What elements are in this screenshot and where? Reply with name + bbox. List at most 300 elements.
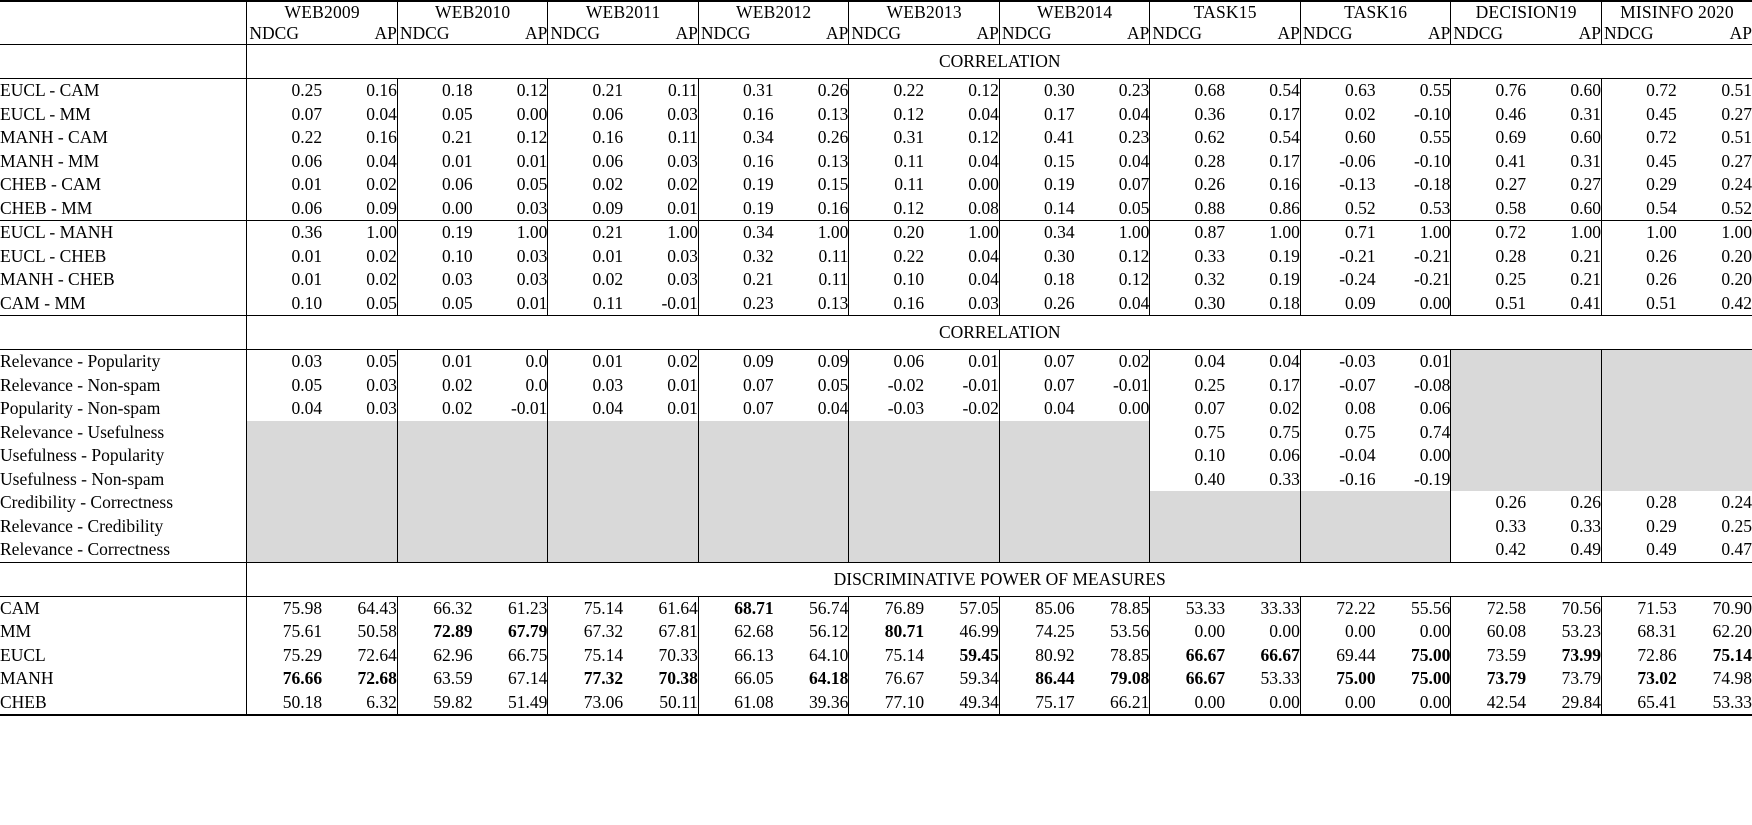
row-label: CAM — [0, 596, 247, 620]
table-row — [0, 103, 1752, 127]
cell-value: 0.20 — [849, 221, 924, 245]
cell-value: 75.00 — [1411, 644, 1451, 665]
table-row — [0, 644, 1752, 668]
cell-value — [774, 538, 849, 562]
cell-value: 0.21 — [397, 126, 472, 150]
cell-value: 0.04 — [999, 397, 1074, 421]
row-label: MANH - MM — [0, 150, 100, 171]
section-label-pad — [0, 45, 247, 79]
cell-value: 0.11 — [818, 269, 849, 289]
cell-value: 0.01 — [397, 350, 472, 374]
cell-value: 0.72 — [1601, 79, 1676, 103]
cell-value: 71.53 — [1601, 596, 1676, 620]
cell-value: 0.03 — [968, 292, 999, 313]
cell-value: 0.52 — [1721, 197, 1752, 218]
cell-value: -0.03 — [1300, 350, 1375, 374]
cell-value: 0.19 — [698, 197, 773, 221]
section-correlation-1-title: CORRELATION — [247, 45, 1752, 79]
cell-value: 0.05 — [247, 374, 322, 398]
cell-value: 70.33 — [658, 644, 698, 665]
cell-value: 0.29 — [1601, 173, 1676, 197]
cell-value: -0.10 — [1413, 150, 1451, 171]
column-group-header-web2011: WEB2011 — [548, 1, 699, 23]
cell-value: 63.59 — [397, 667, 472, 691]
cell-value: 0.07 — [1150, 397, 1225, 421]
cell-value: 0.32 — [1150, 268, 1225, 292]
cell-value: 0.02 — [1269, 398, 1300, 418]
cell-value — [1526, 374, 1601, 398]
cell-value: 49.34 — [924, 691, 999, 716]
cell-value: 0.16 — [366, 127, 397, 147]
cell-value: 0.02 — [397, 397, 472, 421]
cell-value: 0.00 — [1150, 620, 1225, 644]
cell-value: 0.25 — [247, 79, 322, 103]
cell-value — [247, 515, 322, 539]
cell-value — [1601, 468, 1676, 492]
column-header-web2013-ndcg: NDCG — [849, 23, 924, 45]
row-label: MM — [0, 621, 32, 641]
cell-value: 0.09 — [548, 197, 623, 221]
cell-value — [322, 538, 397, 562]
cell-value: 0.10 — [397, 245, 472, 269]
cell-value: 1.00 — [1225, 221, 1300, 245]
cell-value: 73.02 — [1601, 667, 1676, 691]
cell-value: 0.18 — [999, 268, 1074, 292]
cell-value: 53.23 — [1561, 621, 1601, 641]
cell-value: 65.41 — [1601, 691, 1676, 716]
cell-value: 0.06 — [247, 197, 322, 221]
cell-value: 0.36 — [1150, 103, 1225, 127]
cell-value: 0.22 — [849, 245, 924, 269]
cell-value: 0.20 — [1721, 245, 1752, 266]
cell-value — [1075, 538, 1150, 562]
cell-value: 75.14 — [548, 644, 623, 668]
cell-value — [924, 468, 999, 492]
cell-value: 0.02 — [397, 374, 472, 398]
cell-value: 0.07 — [247, 103, 322, 127]
cell-value: 53.56 — [1110, 621, 1150, 641]
cell-value: 66.13 — [698, 644, 773, 668]
cell-value: 64.10 — [809, 644, 849, 665]
column-header-misinfo-2020-ap: AP — [1729, 23, 1752, 43]
cell-value: 57.05 — [924, 596, 999, 620]
cell-value: 0.54 — [1601, 197, 1676, 221]
cell-value: 0.88 — [1150, 197, 1225, 221]
cell-value: 0.09 — [366, 197, 397, 218]
table-row — [0, 292, 1752, 316]
cell-value: 59.82 — [397, 691, 472, 716]
cell-value: 70.56 — [1526, 596, 1601, 620]
cell-value — [623, 491, 698, 515]
column-group-header-decision19: DECISION19 — [1451, 1, 1602, 23]
cell-value — [849, 491, 924, 515]
cell-value — [247, 538, 322, 562]
cell-value: 0.07 — [999, 374, 1074, 398]
cell-value: 0.04 — [1118, 150, 1150, 171]
cell-value: 0.17 — [1269, 150, 1300, 171]
cell-value: 0.51 — [1601, 292, 1676, 316]
cell-value: 50.11 — [623, 691, 698, 716]
cell-value: 0.04 — [968, 269, 999, 289]
cell-value — [1150, 491, 1225, 515]
cell-value — [1376, 515, 1451, 539]
table-row — [0, 596, 1752, 620]
cell-value: 0.01 — [516, 150, 548, 171]
cell-value: 62.20 — [1712, 621, 1752, 641]
cell-value: 0.11 — [623, 79, 698, 103]
cell-value: 0.0 — [525, 374, 548, 395]
cell-value: 0.33 — [1269, 468, 1300, 489]
cell-value: 0.24 — [1721, 174, 1752, 194]
cell-value: 72.89 — [397, 620, 472, 644]
cell-value: 0.00 — [1376, 691, 1451, 716]
cell-value: 0.04 — [247, 397, 322, 421]
cell-value: 75.14 — [1712, 644, 1752, 665]
cell-value: 0.04 — [968, 103, 999, 124]
cell-value: 73.79 — [1561, 668, 1601, 688]
cell-value — [1075, 491, 1150, 515]
cell-value — [698, 421, 773, 445]
column-header-decision19-ap: AP — [1578, 23, 1601, 43]
table-row — [0, 397, 1752, 421]
table-row — [0, 197, 1752, 221]
cell-value: 72.64 — [357, 644, 397, 665]
cell-value: 66.32 — [397, 596, 472, 620]
cell-value — [999, 515, 1074, 539]
cell-value — [1376, 491, 1451, 515]
column-group-header-web2014: WEB2014 — [999, 1, 1150, 23]
cell-value — [397, 444, 472, 468]
cell-value — [1451, 350, 1526, 374]
cell-value: 0.23 — [698, 292, 773, 316]
cell-value — [1376, 538, 1451, 562]
cell-value — [999, 538, 1074, 562]
cell-value: 0.00 — [1269, 621, 1300, 641]
cell-value: 0.09 — [1300, 292, 1375, 316]
cell-value: 0.34 — [698, 126, 773, 150]
cell-value — [247, 491, 322, 515]
column-header-web2010-ndcg: NDCG — [397, 23, 472, 45]
cell-value: 0.28 — [1150, 150, 1225, 174]
cell-value: 0.03 — [667, 150, 698, 171]
cell-value: 0.75 — [1269, 421, 1300, 442]
cell-value: 60.08 — [1451, 620, 1526, 644]
cell-value: 0.01 — [548, 245, 623, 269]
cell-value — [247, 444, 322, 468]
cell-value: -0.01 — [1112, 374, 1150, 395]
cell-value — [849, 515, 924, 539]
column-group-header-misinfo-2020: MISINFO 2020 — [1601, 1, 1752, 23]
cell-value: 0.21 — [548, 79, 623, 103]
cell-value: 0.05 — [817, 374, 849, 395]
cell-value: 0.06 — [548, 150, 623, 174]
cell-value — [1601, 444, 1676, 468]
cell-value — [322, 421, 397, 445]
cell-value: 0.05 — [516, 174, 548, 194]
cell-value: 0.31 — [1570, 150, 1601, 171]
cell-value: 68.31 — [1601, 620, 1676, 644]
cell-value — [473, 538, 548, 562]
cell-value: 0.71 — [1300, 221, 1375, 245]
cell-value: 42.54 — [1451, 691, 1526, 716]
cell-value — [623, 444, 698, 468]
cell-value: 0.00 — [1419, 621, 1451, 641]
cell-value: 1.00 — [774, 221, 849, 245]
cell-value: 0.52 — [1300, 197, 1375, 221]
column-header-task16-ndcg: NDCG — [1300, 23, 1375, 45]
cell-value: 78.85 — [1110, 644, 1150, 665]
section-correlation-1 — [0, 45, 1752, 79]
column-group-header-task15: TASK15 — [1150, 1, 1301, 23]
cell-value: 0.12 — [516, 127, 548, 147]
cell-value: 0.03 — [516, 245, 548, 266]
column-group-header-web2013: WEB2013 — [849, 1, 1000, 23]
cell-value: 0.09 — [698, 350, 773, 374]
cell-value — [1300, 515, 1375, 539]
cell-value: 66.67 — [1150, 644, 1225, 668]
cell-value — [623, 538, 698, 562]
cell-value — [849, 468, 924, 492]
header-sub-row — [0, 23, 1752, 45]
table-row — [0, 468, 1752, 492]
cell-value: 0.06 — [1419, 398, 1451, 418]
cell-value — [397, 515, 472, 539]
cell-value: 0.06 — [849, 350, 924, 374]
cell-value — [1075, 468, 1150, 492]
cell-value: 0.12 — [473, 79, 548, 103]
cell-value: 50.58 — [357, 621, 397, 641]
column-header-web2009-ndcg: NDCG — [247, 23, 322, 45]
row-label: Relevance - Non-spam — [0, 374, 161, 395]
cell-value: 0.17 — [1269, 374, 1300, 395]
cell-value: 0.26 — [999, 292, 1074, 316]
cell-value: 0.09 — [774, 350, 849, 374]
row-label: EUCL - CAM — [0, 79, 247, 103]
cell-value: 0.75 — [1300, 421, 1375, 445]
section-correlation-2-title: CORRELATION — [247, 316, 1752, 350]
cell-value: 72.86 — [1601, 644, 1676, 668]
cell-value — [247, 421, 322, 445]
cell-value: 0.55 — [1419, 127, 1451, 147]
cell-value — [322, 515, 397, 539]
cell-value — [548, 468, 623, 492]
cell-value: 0.21 — [1570, 245, 1601, 266]
cell-value: -0.10 — [1413, 103, 1451, 124]
cell-value: 1.00 — [623, 221, 698, 245]
cell-value: 0.40 — [1150, 468, 1225, 492]
cell-value: 75.29 — [247, 644, 322, 668]
cell-value: 0.69 — [1451, 126, 1526, 150]
cell-value: 0.01 — [667, 197, 698, 218]
cell-value: 0.13 — [817, 103, 849, 124]
cell-value: 75.00 — [1300, 667, 1375, 691]
cell-value — [1225, 491, 1300, 515]
cell-value: 0.02 — [623, 350, 698, 374]
column-header-task15-ndcg: NDCG — [1150, 23, 1225, 45]
cell-value: 0.12 — [849, 103, 924, 127]
cell-value — [322, 444, 397, 468]
cell-value — [999, 491, 1074, 515]
cell-value: 0.72 — [1601, 126, 1676, 150]
cell-value: 0.03 — [516, 269, 548, 289]
cell-value: 0.27 — [1721, 103, 1752, 124]
cell-value: 0.04 — [1118, 103, 1150, 124]
cell-value: 0.60 — [1570, 127, 1601, 147]
cell-value: -0.08 — [1413, 374, 1451, 395]
cell-value: 0.51 — [1721, 127, 1752, 147]
cell-value: 55.56 — [1376, 596, 1451, 620]
cell-value: 0.10 — [247, 292, 322, 316]
cell-value: -0.21 — [1413, 269, 1451, 289]
cell-value: 0.49 — [1601, 538, 1676, 562]
cell-value: 0.22 — [849, 79, 924, 103]
cell-value — [473, 515, 548, 539]
cell-value: -0.04 — [1300, 444, 1375, 468]
cell-value: 0.41 — [999, 126, 1074, 150]
table-row — [0, 667, 1752, 691]
cell-value — [1300, 491, 1375, 515]
cell-value: 0.08 — [968, 197, 999, 218]
table-row — [0, 691, 1752, 716]
section-discriminative-power-title: DISCRIMINATIVE POWER OF MEASURES — [247, 562, 1752, 596]
cell-value — [1677, 468, 1752, 492]
cell-value — [548, 491, 623, 515]
cell-value: 75.00 — [1411, 668, 1451, 688]
cell-value: 0.20 — [1721, 269, 1752, 289]
table-row — [0, 268, 1752, 292]
cell-value — [1451, 397, 1526, 421]
cell-value: 0.17 — [999, 103, 1074, 127]
cell-value: 0.00 — [1150, 691, 1225, 716]
cell-value: -0.06 — [1300, 150, 1375, 174]
cell-value: 0.00 — [1419, 292, 1451, 313]
cell-value: 0.28 — [1451, 245, 1526, 269]
cell-value: 1.00 — [1075, 221, 1150, 245]
cell-value: 0.31 — [849, 126, 924, 150]
cell-value — [1075, 444, 1150, 468]
row-label: MANH - CAM — [0, 127, 108, 147]
cell-value: 68.71 — [698, 596, 773, 620]
cell-value: 0.03 — [667, 245, 698, 266]
cell-value — [1677, 374, 1752, 398]
table-row — [0, 515, 1752, 539]
cell-value: 75.98 — [247, 596, 322, 620]
cell-value: 0.14 — [999, 197, 1074, 221]
cell-value: 56.12 — [809, 621, 849, 641]
column-header-web2011-ndcg: NDCG — [548, 23, 623, 45]
cell-value: 0.12 — [1118, 245, 1150, 266]
cell-value: 64.43 — [322, 596, 397, 620]
cell-value: 59.45 — [959, 644, 999, 665]
table-row — [0, 350, 1752, 374]
column-header-web2012-ap: AP — [826, 23, 849, 43]
cell-value: 61.23 — [473, 596, 548, 620]
cell-value — [849, 538, 924, 562]
cell-value: 0.01 — [247, 268, 322, 292]
cell-value — [698, 444, 773, 468]
cell-value: 0.16 — [322, 79, 397, 103]
cell-value — [1150, 515, 1225, 539]
cell-value: 62.68 — [698, 620, 773, 644]
cell-value: -0.01 — [661, 292, 698, 313]
cell-value: 0.33 — [1570, 515, 1601, 536]
cell-value — [774, 444, 849, 468]
cell-value: 0.10 — [1150, 444, 1225, 468]
cell-value: 56.74 — [774, 596, 849, 620]
cell-value: 0.01 — [247, 245, 322, 269]
cell-value: 0.19 — [1269, 269, 1300, 289]
cell-value: 0.12 — [924, 79, 999, 103]
row-label: CHEB - CAM — [0, 174, 102, 194]
cell-value: 0.07 — [999, 350, 1074, 374]
table-row — [0, 79, 1752, 103]
cell-value: 70.38 — [658, 668, 698, 688]
cell-value: 0.08 — [1300, 397, 1375, 421]
cell-value: 0.34 — [999, 221, 1074, 245]
cell-value: 80.71 — [849, 620, 924, 644]
column-group-header-task16: TASK16 — [1300, 1, 1451, 23]
cell-value: 0.31 — [698, 79, 773, 103]
cell-value: 0.07 — [698, 374, 773, 398]
cell-value: 76.66 — [247, 667, 322, 691]
cell-value — [698, 538, 773, 562]
cell-value: 0.26 — [817, 127, 849, 147]
cell-value — [924, 515, 999, 539]
cell-value — [1526, 397, 1601, 421]
cell-value: 53.33 — [1260, 668, 1300, 688]
cell-value: 0.11 — [849, 150, 924, 174]
cell-value: 61.64 — [623, 596, 698, 620]
cell-value — [247, 468, 322, 492]
row-label: EUCL - CHEB — [0, 245, 107, 266]
cell-value: 1.00 — [924, 221, 999, 245]
cell-value: 0.06 — [247, 150, 322, 174]
cell-value: 0.03 — [397, 268, 472, 292]
table-row — [0, 444, 1752, 468]
cell-value: -0.01 — [510, 398, 548, 418]
cell-value: 0.00 — [397, 197, 472, 221]
cell-value: 0.41 — [1570, 292, 1601, 313]
table-row — [0, 374, 1752, 398]
cell-value: 0.02 — [366, 174, 397, 194]
row-label: CHEB - MM — [0, 197, 93, 218]
cell-value: 0.01 — [667, 374, 698, 395]
cell-value: 64.18 — [809, 668, 849, 688]
cell-value: 0.03 — [247, 350, 322, 374]
cell-value: 0.29 — [1601, 515, 1676, 539]
column-header-task16-ap: AP — [1428, 23, 1451, 43]
cell-value: 0.04 — [1150, 350, 1225, 374]
cell-value — [397, 491, 472, 515]
row-label: MANH — [0, 668, 54, 688]
cell-value: 0.75 — [1150, 421, 1225, 445]
table-row — [0, 245, 1752, 269]
cell-value — [924, 421, 999, 445]
cell-value: 0.00 — [1419, 445, 1451, 465]
cell-value: 0.01 — [667, 398, 698, 418]
cell-value: 0.05 — [397, 103, 472, 127]
cell-value: 0.62 — [1150, 126, 1225, 150]
cell-value: 67.81 — [658, 621, 698, 641]
cell-value: 0.19 — [999, 173, 1074, 197]
cell-value: 0.51 — [1677, 79, 1752, 103]
cell-value: 66.21 — [1075, 691, 1150, 716]
cell-value: 73.59 — [1451, 644, 1526, 668]
cell-value: 0.01 — [1376, 350, 1451, 374]
cell-value — [999, 468, 1074, 492]
cell-value: 1.00 — [473, 221, 548, 245]
cell-value: 0.01 — [924, 350, 999, 374]
